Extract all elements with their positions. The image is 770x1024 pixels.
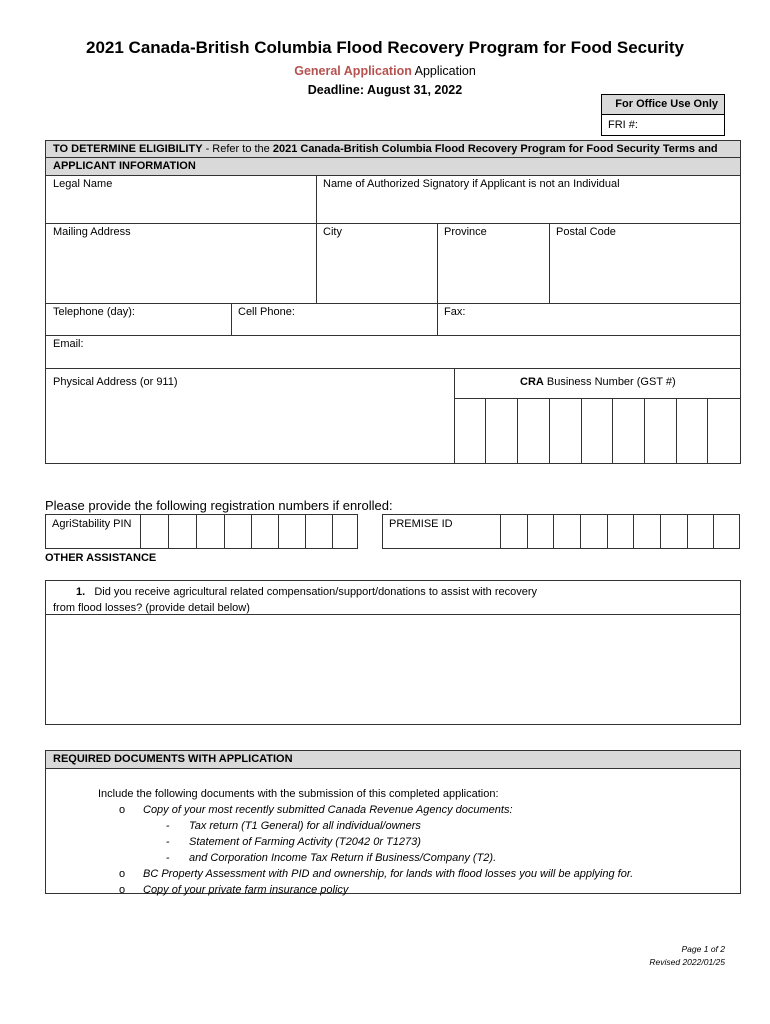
premise-digit-box[interactable] xyxy=(580,515,607,548)
authorized-signatory-field[interactable] xyxy=(317,176,740,224)
list-subitem xyxy=(46,834,740,850)
cra-number-header xyxy=(455,369,740,399)
pin-digit-box[interactable] xyxy=(140,515,168,548)
cra-digit-box[interactable] xyxy=(486,399,518,463)
email-field[interactable] xyxy=(46,336,740,369)
question-line-1: Did you receive agricultural related compensation/support/donations to assist with recovery xyxy=(94,586,538,598)
other-assistance-heading: OTHER ASSISTANCE xyxy=(45,552,157,564)
authorized-signatory-label: Name of Authorized Signatory if Applicant is not an Individual xyxy=(323,178,620,190)
province-label: Province xyxy=(444,226,487,238)
pin-digit-box[interactable] xyxy=(251,515,278,548)
eligibility-bar xyxy=(45,140,741,158)
postal-code-field[interactable] xyxy=(550,224,740,304)
revision-date: Revised 2022/01/25 xyxy=(649,957,725,967)
cra-digit-box[interactable] xyxy=(455,399,486,463)
city-label: City xyxy=(323,226,342,238)
circle-bullet: o xyxy=(119,868,126,880)
form-title: 2021 Canada-British Columbia Flood Recovery Program for Food Security xyxy=(86,38,684,57)
pin-digit-box[interactable] xyxy=(305,515,332,548)
legal-name-field[interactable] xyxy=(46,176,317,224)
pin-digit-box[interactable] xyxy=(278,515,305,548)
email-label: Email: xyxy=(53,338,84,350)
circle-bullet: o xyxy=(119,804,126,816)
fax-label: Fax: xyxy=(444,306,466,318)
eligibility-prefix: TO DETERMINE ELIGIBILITY xyxy=(53,143,203,155)
cra-digit-box[interactable] xyxy=(708,399,740,463)
cra-digit-box[interactable] xyxy=(550,399,582,463)
pin-digit-box[interactable] xyxy=(168,515,196,548)
list-item xyxy=(46,882,740,898)
premise-digit-box[interactable] xyxy=(633,515,660,548)
office-use-box xyxy=(601,94,725,136)
intro-text: Include the following documents with the submission of this completed application: xyxy=(98,788,499,800)
premise-digit-box[interactable] xyxy=(687,515,713,548)
form-subtitle xyxy=(0,64,770,78)
premise-digit-box[interactable] xyxy=(607,515,633,548)
required-documents-list xyxy=(46,769,740,898)
mailing-address-field[interactable] xyxy=(46,224,317,304)
cra-digit-box[interactable] xyxy=(582,399,613,463)
list-intro xyxy=(46,786,740,802)
pin-digit-box[interactable] xyxy=(196,515,224,548)
premise-digit-box[interactable] xyxy=(713,515,739,548)
item-insurance-policy: Copy of your private farm insurance policy xyxy=(143,884,349,896)
subitem-farming-statement: Statement of Farming Activity (T2042 0r T1273) xyxy=(189,836,421,848)
applicant-info-grid xyxy=(45,175,741,464)
fri-field[interactable] xyxy=(602,115,724,135)
other-assistance-box xyxy=(45,580,741,725)
premise-id-row xyxy=(382,514,740,549)
premise-digit-box[interactable] xyxy=(660,515,687,548)
list-item xyxy=(46,802,740,818)
agristability-pin-row xyxy=(45,514,358,549)
cra-digit-box[interactable] xyxy=(518,399,550,463)
subtitle-accent: General Application xyxy=(294,64,412,78)
applicant-info-heading: APPLICANT INFORMATION xyxy=(45,158,741,175)
list-item xyxy=(46,866,740,882)
cra-number-label xyxy=(455,369,740,388)
list-subitem xyxy=(46,818,740,834)
dash-bullet: - xyxy=(166,820,170,832)
premise-digit-box[interactable] xyxy=(527,515,553,548)
page-number: Page 1 of 2 xyxy=(681,944,725,954)
fri-label: FRI #: xyxy=(608,119,638,131)
required-documents-heading: REQUIRED DOCUMENTS WITH APPLICATION xyxy=(46,751,740,769)
dash-bullet: - xyxy=(166,836,170,848)
city-field[interactable] xyxy=(317,224,438,304)
deadline: Deadline: August 31, 2022 xyxy=(307,83,463,97)
circle-bullet: o xyxy=(119,884,126,896)
cell-phone-field[interactable] xyxy=(232,304,438,336)
item-cra-documents: Copy of your most recently submitted Canada Revenue Agency documents: xyxy=(143,804,513,816)
physical-address-label: Physical Address (or 911) xyxy=(53,376,178,388)
eligibility-suffix: 2021 Canada-British Columbia Flood Recovery Program for Food Security Terms and xyxy=(272,143,718,155)
pin-digit-box[interactable] xyxy=(224,515,251,548)
required-documents-box xyxy=(45,750,741,894)
legal-name-label: Legal Name xyxy=(53,178,113,190)
mailing-address-label: Mailing Address xyxy=(53,226,131,238)
assistance-details-textarea[interactable] xyxy=(46,614,740,724)
registration-heading: Please provide the following registration numbers if enrolled: xyxy=(45,498,393,513)
cra-digit-box[interactable] xyxy=(677,399,708,463)
subitem-corporate-return: and Corporation Income Tax Return if Business/Company (T2). xyxy=(189,852,497,864)
question-number: 1. xyxy=(76,586,86,598)
cra-digit-box[interactable] xyxy=(613,399,645,463)
cra-digit-boxes xyxy=(455,399,740,463)
question-line-2: from flood losses? (provide detail below) xyxy=(53,602,250,614)
province-field[interactable] xyxy=(438,224,550,304)
premise-digit-box[interactable] xyxy=(500,515,527,548)
premise-id-label: PREMISE ID xyxy=(389,518,453,530)
agristability-pin-label: AgriStability PIN xyxy=(52,518,132,530)
cra-label-bold: CRA xyxy=(520,376,544,388)
physical-address-field[interactable] xyxy=(46,369,455,463)
telephone-field[interactable] xyxy=(46,304,232,336)
fax-field[interactable] xyxy=(438,304,740,336)
eligibility-mid: - Refer to the xyxy=(202,143,273,155)
cra-digit-box[interactable] xyxy=(645,399,677,463)
assistance-question xyxy=(46,581,740,616)
list-subitem xyxy=(46,850,740,866)
subtitle-rest: Application xyxy=(411,64,476,78)
subitem-tax-return: Tax return (T1 General) for all individual/owners xyxy=(189,820,421,832)
office-use-heading: For Office Use Only xyxy=(602,95,724,115)
pin-digit-box[interactable] xyxy=(332,515,358,548)
postal-code-label: Postal Code xyxy=(556,226,616,238)
cell-phone-label: Cell Phone: xyxy=(238,306,295,318)
cra-label-rest: Business Number (GST #) xyxy=(543,376,676,388)
telephone-label: Telephone (day): xyxy=(53,306,135,318)
item-property-assessment: BC Property Assessment with PID and ownership, for lands with flood losses you will be applying for. xyxy=(143,868,634,880)
dash-bullet: - xyxy=(166,852,170,864)
premise-digit-box[interactable] xyxy=(553,515,580,548)
